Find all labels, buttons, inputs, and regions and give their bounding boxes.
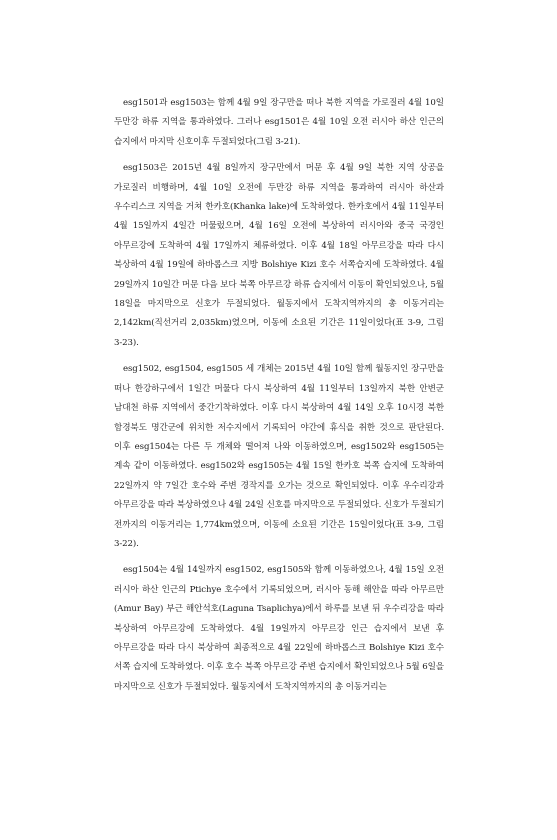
paragraph-esg1501-esg1503: esg1501과 esg1503는 함께 4월 9일 장구만을 떠나 북한 지역을 가로질러 4월 10일 두만강 하류 지역을 통과하였다. 그러나 esg1501은 4월 10일 오전 러시아 하산 인근의 습지에서 마지막 신호이후 두절되었다(그림 3-21).: [114, 98, 444, 147]
paragraph-esg1503: esg1503은 2015년 4월 8일까지 장구만에서 머문 후 4월 9일 북한 지역 상공을 가로질러 비행하며, 4월 10일 오전에 두만강 하류 지역을 통과하여 러시아 하산과 우수리스크 지역을 거쳐 한카호(Khanka lake)에 도착하였다. 한카호에서 4월 11일부터 4월 15일까지 4일간 머물렀으며, 4월 16일 오전에 북상하여 러시아와 중국 국경인 아무르강에 도착하여 4월 17일까지 체류하였다. 이후 4월 18일 아무르강을 따라 다시 북상하여 4월 19일에 하바롭스크 지방 Bolshiye Kizi 호수 서쪽습지에 도착하였다. 4월 29일까지 10일간 머문 다음 보다 북쪽 아무르강 하류 습지에서 이동이 확인되었으나, 5월 18일을 마지막으로 신호가 두절되었다. 월동지에서 도착지역까지의 총 이동거리는 2,142km(직선거리 2,035km)였으며, 이동에 소요된 기간은 11일이었다(표 3-9, 그림 3-23).: [114, 163, 444, 348]
paragraph-esg1502-esg1504-esg1505: esg1502, esg1504, esg1505 세 개체는 2015년 4월 10일 함께 월동지인 장구만을 떠나 한강하구에서 1일간 머물다 다시 북상하여 4월 11일부터 13일까지 북한 안변군 남대천 하류 지역에서 중간기착하였다. 이후 다시 북상하여 4월 14일 오후 10시경 북한 함경북도 명간군에 위치한 저수지에서 기록되어 야간에 휴식을 취한 것으로 판단된다. 이후 esg1504는 다른 두 개체와 떨어져 나와 이동하였으며, esg1502와 esg1505는 계속 같이 이동하였다. esg1502와 esg1505는 4월 15일 한카호 북쪽 습지에 도착하여 22일까지 약 7일간 호수와 주변 경작지를 오가는 것으로 확인되었다. 이후 우수리강과 아무르강을 따라 북상하였으나 4월 24일 신호를 마지막으로 두절되었다. 신호가 두절되기 전까지의 이동거리는 1,774km였으며, 이동에 소요된 기간은 15일이었다(표 3-9, 그림 3-22).: [114, 364, 444, 549]
body-text: [114, 94, 444, 704]
paragraph-esg1504: esg1504는 4월 14일까지 esg1502, esg1505와 함께 이동하였으나, 4월 15일 오전 러시아 하산 인근의 Ptichye 호수에서 기록되었으며, 러시아 동해 해안을 따라 아무르만(Amur Bay) 부근 해안석호(Laguna Tsaplichya)에서 하루를 보낸 뒤 우수리강을 따라 북상하여 아무르강에 도착하였다. 4월 19일까지 아무르강 인근 습지에서 보낸 후 아무르강을 따라 다시 북상하여 최종적으로 4월 22일에 하바롭스크 Bolshiye Kizi 호수 서쪽 습지에 도착하였다. 이후 호수 북쪽 아무르강 주변 습지에서 확인되었으나 5월 6일을 마지막으로 신호가 두절되었다. 월동지에서 도착지역까지의 총 이동거리는: [114, 565, 444, 692]
